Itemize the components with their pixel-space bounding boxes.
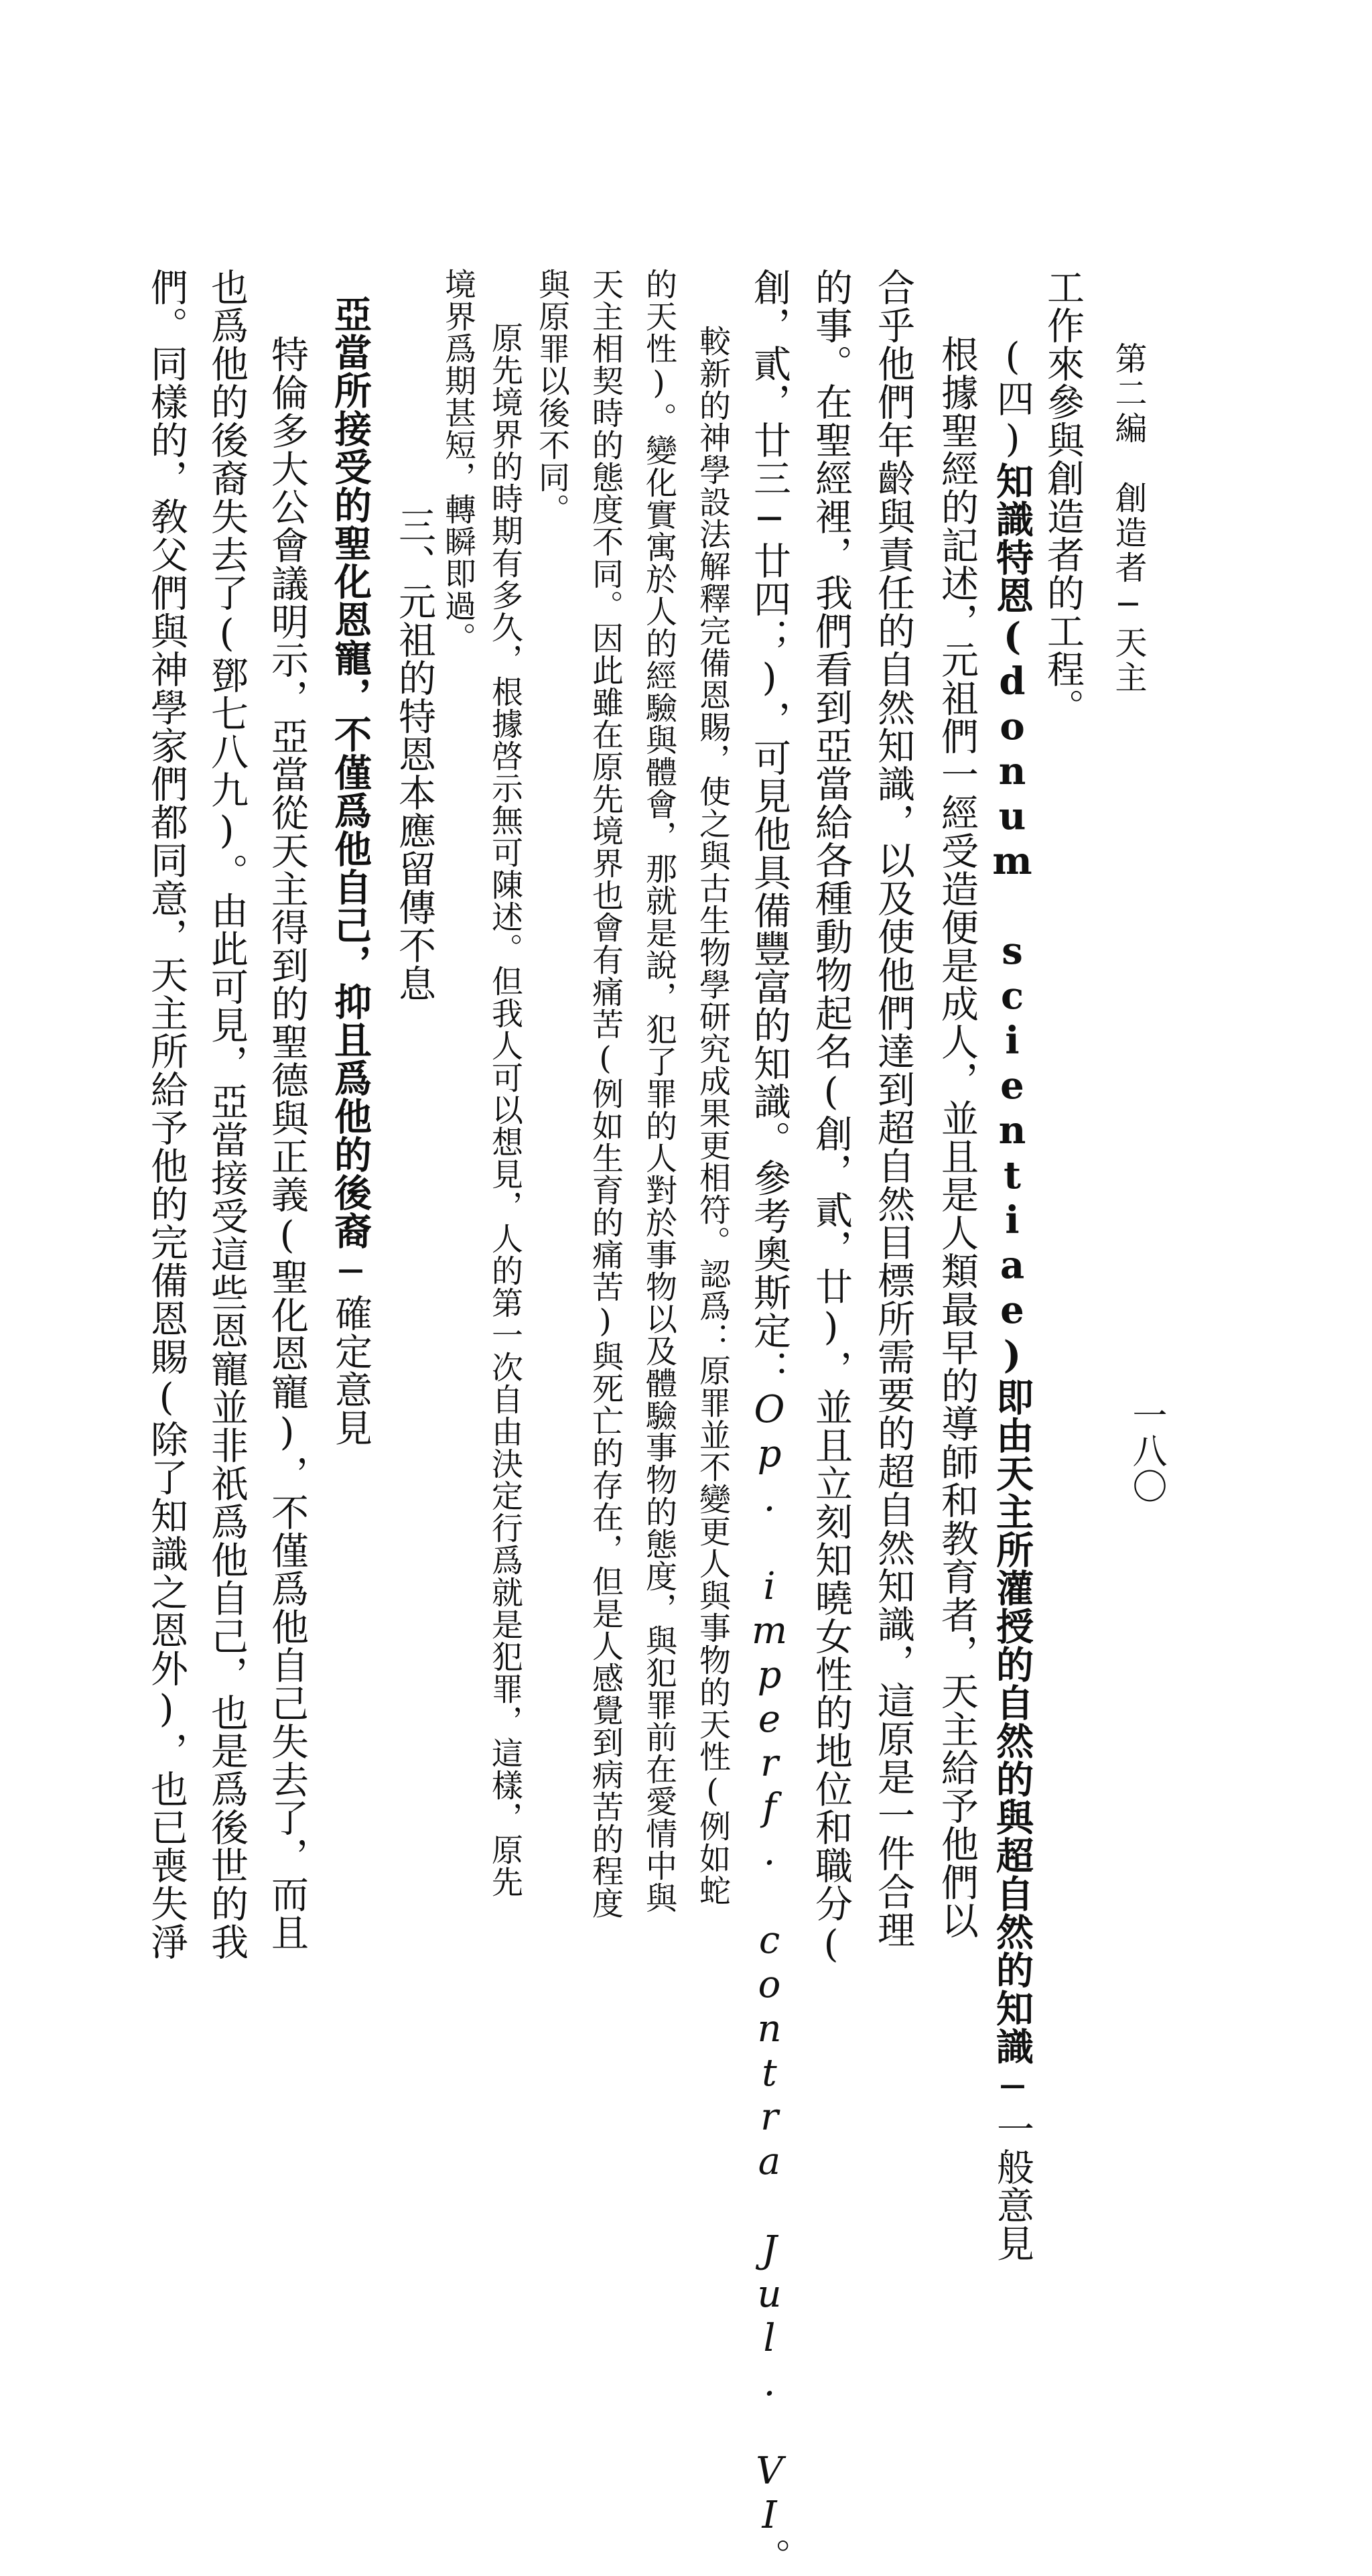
citation-end: 。 xyxy=(748,2538,791,2576)
heading-body: 即由天主所灌授的自然的與超自然的知識 xyxy=(990,1378,1034,2065)
subheading-qualifier: ─確定意見 xyxy=(329,1250,372,1447)
text-column: 們。同樣的，敎父們與神學家們都同意，天主所給予他的完備恩賜(除了知識之恩外)，也已喪失淨 xyxy=(145,268,188,1961)
heading-latin: (donum scientiae) xyxy=(990,615,1034,1378)
running-title: 第二編 創造者─天主 xyxy=(1109,342,1147,696)
heading-number: (四) xyxy=(991,335,1034,462)
text-column: 工作來參與創造者的工程。 xyxy=(1041,268,1085,726)
citation-latin: Op. imperf. contra Jul. VI xyxy=(748,1388,791,2538)
section-three-title: 三、元祖的特恩本應留傳不息 xyxy=(393,506,436,1003)
text-column: 境界爲期甚短，轉瞬即過。 xyxy=(439,268,476,654)
text-column: 的天性)。變化實寓於人的經驗與體會，那就是說，犯了罪的人對於事物以及體驗事物的態度，與犯罪前在愛情中與 xyxy=(640,268,677,1914)
page-number: 一八〇 xyxy=(1126,1397,1166,1504)
subsection-heading-grace xyxy=(328,295,372,1447)
section-heading-knowledge xyxy=(990,335,1034,2262)
text-column: 特倫多大公會議明示，亞當從天主得到的聖德與正義(聖化恩寵)，不僅爲他自己失去了，而且 xyxy=(265,335,309,1951)
subheading-title: 亞當所接受的聖化恩寵，不僅爲他自己，抑且爲他的後裔 xyxy=(328,295,372,1250)
text-column: 原先境界的時期有多久，根據啓示無可陳述。但我人可以想見，人的第一次自由決定行爲就是犯罪，這樣，原先 xyxy=(486,322,523,1898)
text-column: 合乎他們年齡與責任的自然知識，以及使他們達到超自然目標所需要的超自然知識，這原是一件合理 xyxy=(872,268,915,1949)
text-column: 天主相契時的態度不同。因此雖在原先境界也會有痛苦(例如生育的痛苦)與死亡的存在，但是人感覺到病苦的程度 xyxy=(587,268,624,1919)
heading-qualifier: ─一般意見 xyxy=(991,2065,1034,2262)
citation-text: 創，貳，廿三─廿四；)，可見他具備豐富的知識。參考奧斯定： xyxy=(748,268,791,1388)
text-column: 與原罪以後不同。 xyxy=(533,268,570,525)
text-column: 的事。在聖經裡，我們看到亞當給各種動物起名(創，貳，廿)，並且立刻知曉女性的地位和職分( xyxy=(809,268,853,1967)
text-column: 較新的神學設法解釋完備恩賜，使之與古生物學研究成果更相符。認爲：原罪並不變更人與事物的天性(例如蛇 xyxy=(694,325,731,1907)
text-column: 根據聖經的記述，元祖們一經受造便是成人，並且是人類最早的導師和教育者，天主給予他們以 xyxy=(935,335,979,1939)
heading-title: 知識特恩 xyxy=(990,462,1034,615)
text-column: 也爲他的後裔失去了(鄧七八九)。由此可見，亞當接受這些恩寵並非祇爲他自己，也是爲後世的我 xyxy=(205,268,249,1961)
text-column-citation xyxy=(748,268,791,2576)
